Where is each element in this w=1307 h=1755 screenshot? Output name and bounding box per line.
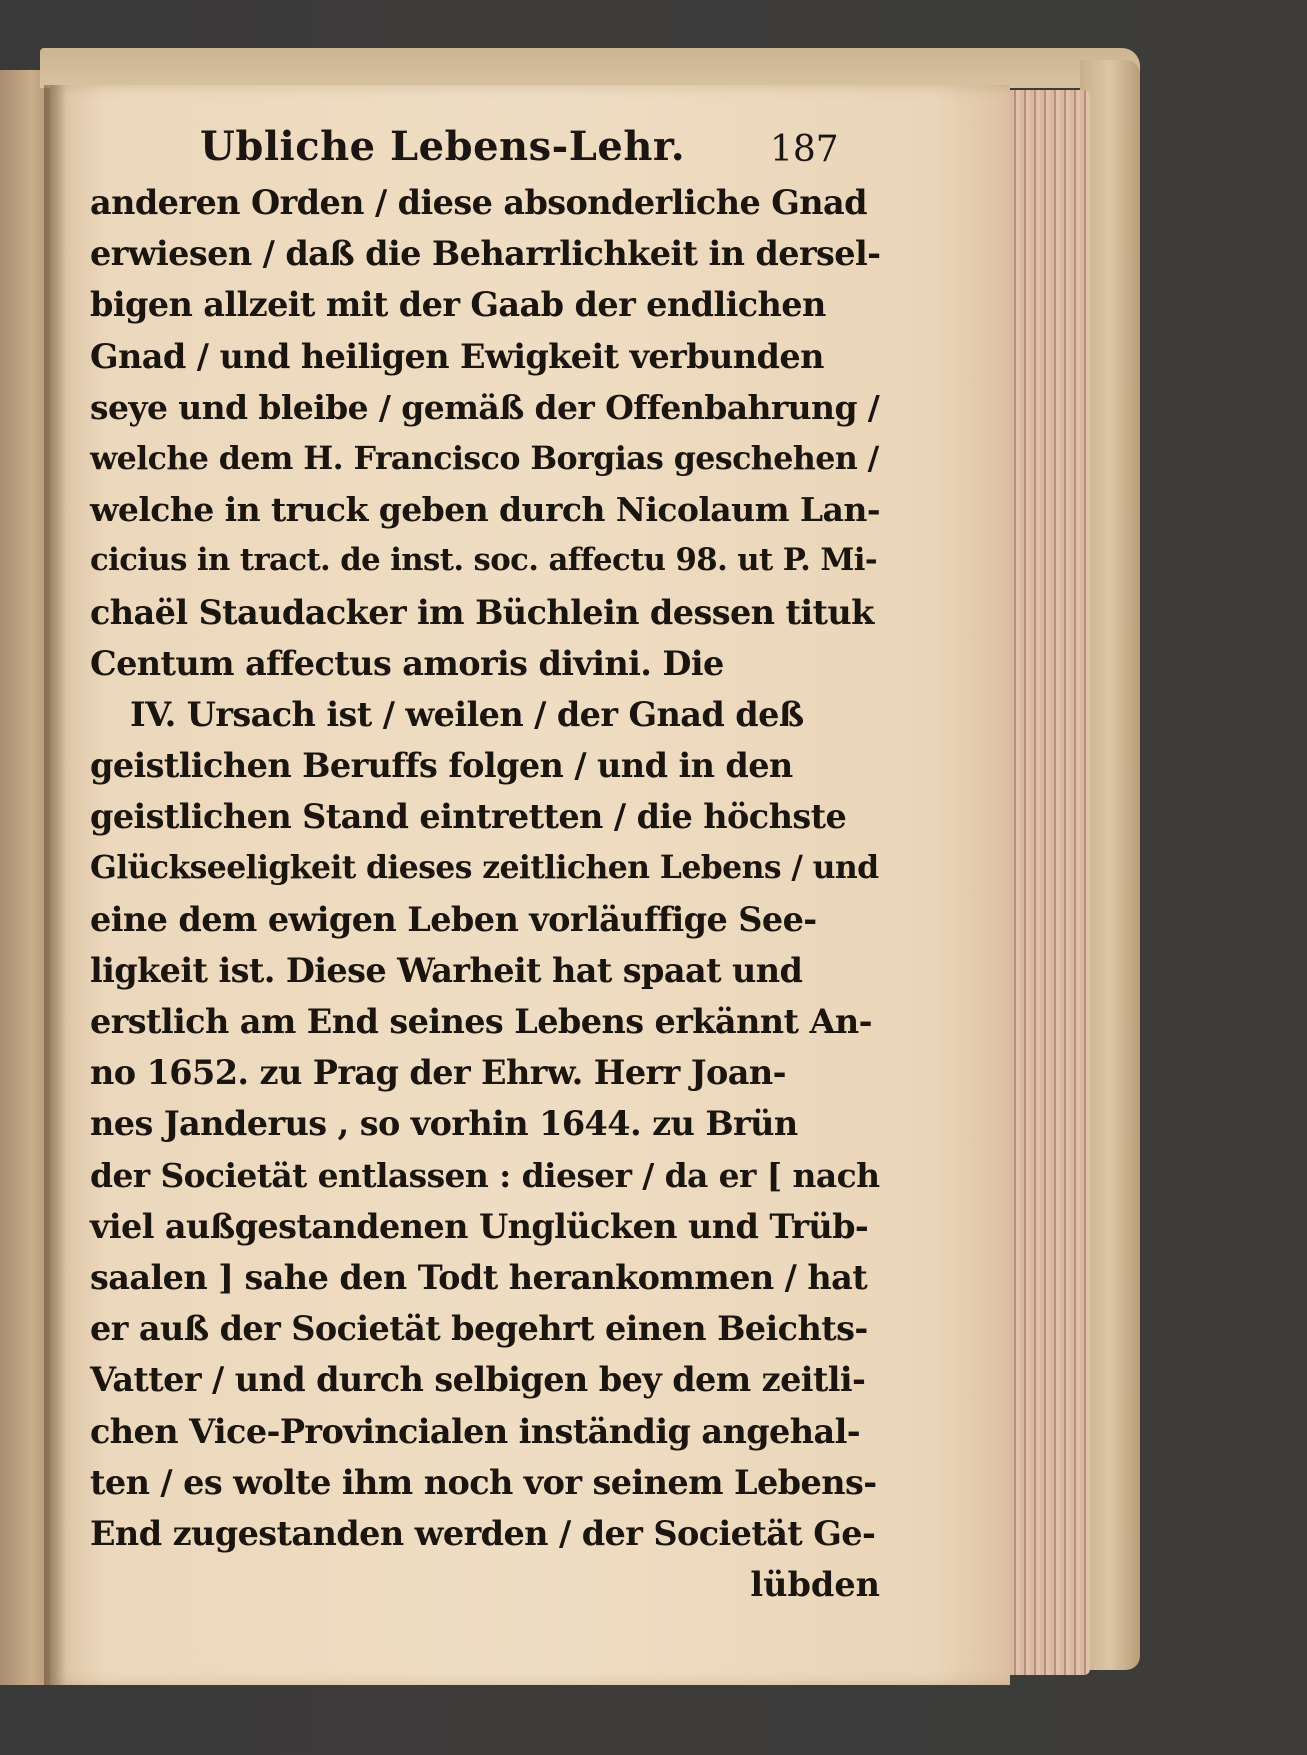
book-page	[50, 85, 1010, 1685]
book-cover-top	[40, 48, 1140, 88]
text-line: erwiesen / daß die Beharrlichkeit in dersel-	[90, 234, 881, 274]
text-line: er auß der Societät begehrt einen Beichts-	[90, 1309, 868, 1349]
text-line: Centum affectus amoris divini. Die	[90, 643, 724, 683]
text-line: welche in truck geben durch Nicolaum Lan-	[90, 490, 880, 530]
text-line: welche dem H. Francisco Borgias geschehen /	[90, 439, 879, 477]
text-line: seye und bleibe / gemäß der Offenbahrung /	[90, 387, 880, 427]
text-line: nes Janderus , so vorhin 1644. zu Brün	[90, 1104, 798, 1144]
text-line: ligkeit ist. Diese Warheit hat spaat und	[90, 950, 803, 990]
text-line: chaël Staudacker im Büchlein dessen tituk	[90, 592, 874, 632]
text-line: viel außgestandenen Unglücken und Trüb-	[90, 1206, 869, 1246]
text-line: End zugestanden werden / der Societät Ge-	[90, 1513, 876, 1553]
text-line: der Societät entlassen : dieser / da er [ nach	[90, 1155, 880, 1195]
page-number: 187	[770, 129, 839, 170]
running-title: Ubliche Lebens-Lehr.	[200, 123, 686, 170]
page-header	[90, 115, 880, 171]
text-line: ten / es wolte ihm noch vor seinem Lebens-	[90, 1462, 877, 1502]
text-line: chen Vice-Provincialen inständig angehal-	[90, 1411, 861, 1451]
text-line: Vatter / und durch selbigen bey dem zeitli-	[90, 1360, 866, 1400]
text-line: Glückseeligkeit dieses zeitlichen Lebens / und	[90, 849, 879, 887]
page-content	[90, 115, 880, 1610]
text-line: no 1652. zu Prag der Ehrw. Herr Joan-	[90, 1053, 786, 1093]
catchword: lübden	[750, 1565, 880, 1605]
text-line: saalen ] sahe den Todt herankommen / hat	[90, 1257, 868, 1297]
body-text	[90, 177, 880, 1559]
text-line: Gnad / und heiligen Ewigkeit verbunden	[90, 336, 824, 376]
text-line: anderen Orden / diese absonderliche Gnad	[90, 183, 867, 222]
text-line: bigen allzeit mit der Gaab der endlichen	[90, 285, 826, 325]
text-line: geistlichen Beruffs folgen / und in den	[90, 746, 793, 786]
text-line: cicius in tract. de inst. soc. affectu 98. ut P. Mi-	[90, 542, 877, 579]
paragraph-start-line: IV. Ursach ist / weilen / der Gnad deß	[130, 694, 804, 734]
text-line: geistlichen Stand eintretten / die höchste	[90, 797, 847, 837]
gutter-shadow	[44, 85, 66, 1685]
text-line: erstlich am End seines Lebens erkännt An-	[90, 1002, 872, 1041]
text-line: eine dem ewigen Leben vorläuffige See-	[90, 899, 817, 939]
